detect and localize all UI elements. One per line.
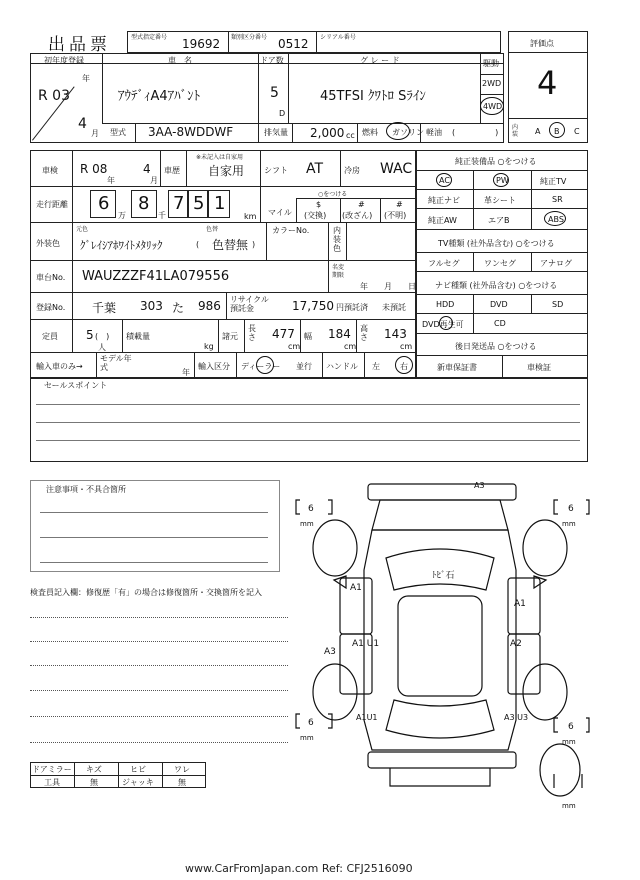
tv-fullseg: フルセグ: [428, 259, 460, 268]
category-label: 類別区分番号: [231, 34, 268, 41]
first-reg-label: 初年度登録: [44, 56, 84, 65]
first-reg-year: R 03: [38, 88, 70, 104]
mark-left-front-fender: A1: [350, 583, 362, 593]
sales-point-frame: [30, 378, 588, 462]
import-type-parallel: 並行: [296, 362, 312, 371]
height-value: 143: [384, 327, 407, 341]
mileage-label: 走行距離: [36, 200, 68, 209]
meter-swap: (交換): [304, 211, 327, 220]
reg-area: 千葉: [92, 301, 117, 315]
drive-4wd: 4WD: [483, 102, 503, 111]
import-type-dealer: ディーラー: [241, 362, 281, 371]
type-spec-label: 型式指定番号: [131, 34, 168, 41]
mark-hint: ○をつける: [318, 191, 348, 198]
width-label: 幅: [304, 332, 312, 341]
equip-abs: ABS: [548, 215, 564, 224]
interior-grade-circle: [549, 122, 565, 138]
width-value: 184: [328, 327, 351, 341]
mileage-digit-text-4: 5: [193, 193, 205, 214]
tv-title: TV種類 (社外品含む) ○をつける: [438, 239, 555, 248]
color-no-label: 色替: [206, 226, 219, 233]
shift-value: AT: [306, 161, 324, 177]
mileage-digit-text-3: 7: [173, 193, 185, 214]
color-change-paren-close: ): [252, 240, 256, 249]
equip-abs-circle: [544, 211, 566, 226]
oil-label: 軽油: [426, 128, 442, 137]
load-label: 積載量: [126, 332, 150, 341]
shaken-year-unit: 年: [107, 176, 115, 185]
mileage-sen: 千: [158, 211, 166, 220]
equip-ac: AC: [439, 176, 450, 185]
handle-label: ハンドル: [326, 362, 358, 371]
tire-depth-rl-mm: mm: [300, 734, 314, 742]
recycle-label: リサイクル預託金: [230, 295, 269, 313]
fuel-label: 燃料: [362, 128, 378, 137]
orig-color-label: 元色: [76, 226, 89, 233]
color-change-value: 色替無: [212, 238, 249, 252]
mark-left-rear-door: A1 U1: [352, 639, 380, 649]
model-value: 3AA-8WDDWF: [148, 125, 234, 139]
damage-tools-value: 無: [90, 778, 98, 787]
navi-dvd: DVD: [490, 300, 508, 309]
equip-pw: PW: [496, 176, 509, 185]
damage-jack: ジャッキ: [122, 778, 154, 787]
mark-front-bumper: A3: [474, 481, 485, 490]
ac-value: WAC: [380, 161, 413, 177]
grade-label: グ レ ー ド: [360, 56, 400, 65]
length-label: 長さ: [248, 324, 256, 342]
capacity-unit: 人: [98, 343, 106, 352]
doors-sub: D: [279, 109, 286, 118]
load-unit: kg: [204, 342, 214, 351]
height-unit: cm: [400, 342, 413, 351]
shaken-month-unit: 月: [150, 176, 158, 185]
displacement-unit: cc: [346, 131, 355, 140]
tire-depth-fl: 6: [308, 504, 314, 514]
navi-title: ナビ種類 (社外品含む) ○をつける: [435, 281, 558, 290]
import-type-dealer-circle: [256, 356, 274, 374]
fuel-circle: [386, 122, 410, 140]
mark-rear-right: A3 U3: [504, 713, 529, 722]
meter-swap-sym: $: [316, 200, 322, 209]
tire-depth-rr: 6: [568, 722, 574, 732]
damage-tools: 工具: [44, 778, 60, 787]
damage-header-crack: ヒビ: [130, 765, 146, 774]
drive-4wd-circle: [480, 97, 504, 115]
type-spec-value: 19692: [182, 37, 221, 51]
model-year-label: モデル年式: [100, 354, 132, 372]
post-title: 後日発送品 ○をつける: [455, 342, 537, 351]
model-label: 型式: [110, 128, 126, 137]
post-warranty: 新車保証書: [437, 363, 477, 372]
color-change-paren-open: (: [196, 240, 200, 249]
chassis-value: WAUZZZF41LA079556: [82, 269, 230, 284]
damage-jack-value: 無: [178, 778, 186, 787]
dims-label: 諸元: [222, 332, 238, 341]
car-name: ｱｳﾃﾞｨA4ｱﾊﾞﾝﾄ: [118, 89, 201, 104]
shaken-month: 4: [143, 162, 151, 176]
damage-header-scratch: キズ: [86, 765, 102, 774]
meter-unknown: (不明): [384, 211, 407, 220]
sheet-title: 出品票: [48, 35, 111, 55]
caution-label: 注意事項・不具合箇所: [46, 485, 126, 494]
color-no-box-label: カラーNo.: [272, 226, 310, 235]
chassis-label: 車台No.: [36, 273, 66, 282]
equip-tv: 純正TV: [540, 177, 567, 186]
drive-label: 駆動: [483, 59, 499, 68]
tire-depth-rr-mm: mm: [562, 738, 576, 746]
recycle-unpaid: 未預託: [382, 303, 406, 312]
shaken-label: 車検: [42, 166, 58, 175]
interior-label: 内装: [512, 124, 519, 138]
mile-label: マイル: [268, 208, 292, 217]
inspector-label: 検査員記入欄：修復歴「有」の場合は修復箇所・交換箇所を記入: [30, 588, 262, 597]
tv-analog: アナログ: [540, 259, 572, 268]
damage-header-break: ワレ: [174, 765, 190, 774]
footer-watermark: www.CarFromJapan.com Ref: CFJ2516090: [185, 862, 413, 875]
mark-left-rear-quarter: A3: [324, 647, 336, 657]
mark-right-rear-door: A2: [510, 639, 522, 649]
model-year-unit: 年: [182, 368, 190, 377]
displacement-label: 排気量: [264, 128, 288, 137]
length-value: 477: [272, 327, 295, 341]
reg-class: 303: [140, 299, 163, 313]
equip-airbag: エアB: [488, 216, 510, 225]
handle-left: 左: [372, 362, 380, 371]
equip-ac-circle: [436, 173, 452, 187]
mileage-digit-text-2: 8: [138, 193, 150, 214]
interior-color-label: 内装色: [333, 226, 341, 253]
equip-navi: 純正ナビ: [428, 196, 460, 205]
post-shakensho: 車検証: [527, 363, 551, 372]
mileage-digit-text-1: 6: [98, 193, 110, 214]
ac-label: 冷房: [344, 166, 360, 175]
navi-sd: SD: [552, 300, 564, 309]
first-reg-month: 4: [78, 116, 87, 132]
name-change-date: 年 月 日: [360, 282, 416, 291]
usage-note: ※未記入は自家用: [196, 154, 244, 161]
score-label: 評価点: [530, 39, 554, 48]
meter-tamper: (改ざん): [342, 211, 373, 220]
color-value: ｸﾞﾚｲｼｱﾎﾜｲﾄﾒﾀﾘｯｸ: [80, 239, 163, 252]
spare-mm: mm: [562, 802, 576, 810]
navi-dvd-playback: DVD再生可: [422, 320, 464, 329]
interior-grade-c: C: [574, 127, 580, 136]
navi-dvd-playback-circle: [439, 316, 453, 330]
recycle-value: 17,750: [292, 299, 334, 313]
damage-header-mirror: ドアミラー: [32, 765, 72, 774]
usage-label: 車歴: [164, 166, 180, 175]
navi-hdd: HDD: [436, 300, 455, 309]
capacity-value: 5: [86, 328, 94, 342]
category-value: 0512: [278, 37, 309, 51]
details-frame: [30, 150, 416, 378]
mark-right-front-door: A1: [514, 599, 526, 609]
interior-grade-a: A: [535, 127, 541, 136]
equip-aw: 純正AW: [428, 216, 457, 225]
oil-paren: ( ): [452, 128, 499, 137]
fuel-value: ガソリン: [392, 128, 424, 137]
import-label: 輸入車のみ→: [36, 362, 83, 371]
reg-kana: た: [172, 301, 185, 315]
navi-cd: CD: [494, 319, 506, 328]
mark-windshield: ﾄﾋﾞ石: [432, 571, 455, 581]
equipment-title: 純正装備品 ○をつける: [455, 157, 537, 166]
tire-depth-fr-mm: mm: [562, 520, 576, 528]
reg-label: 登録No.: [36, 303, 66, 312]
color-label: 外装色: [36, 239, 60, 248]
drive-2wd: 2WD: [482, 79, 502, 88]
equip-sr: SR: [552, 195, 563, 204]
doors-value: 5: [270, 85, 279, 101]
mileage-km: km: [244, 212, 257, 221]
reg-num: 986: [198, 299, 221, 313]
usage-value: 自家用: [208, 164, 245, 178]
handle-right: 右: [400, 362, 408, 371]
handle-right-circle: [395, 356, 413, 374]
tire-depth-rl: 6: [308, 718, 314, 728]
equip-pw-circle: [493, 173, 509, 187]
tire-depth-fr: 6: [568, 504, 574, 514]
tire-depth-fl-mm: mm: [300, 520, 314, 528]
sales-point-label: セールスポイント: [44, 381, 108, 390]
meter-unknown-sym: #: [396, 200, 403, 209]
import-type-label: 輸入区分: [198, 362, 230, 371]
equip-leather: 革シート: [484, 196, 516, 205]
serial-label: シリアル番号: [320, 34, 356, 41]
interior-grade-b: B: [554, 127, 560, 136]
recycle-paid: 円預託済: [336, 303, 368, 312]
shift-label: シフト: [264, 166, 288, 175]
first-reg-month-unit: 月: [91, 129, 99, 138]
tv-oneseg: ワンセグ: [484, 259, 516, 268]
car-diagram: [290, 470, 590, 810]
mileage-digit-text-5: 1: [214, 193, 226, 214]
doors-label: ドア数: [260, 56, 284, 65]
mileage-man: 万: [118, 211, 126, 220]
name-change-label: 名変期限: [332, 264, 345, 279]
length-unit: cm: [288, 342, 301, 351]
capacity-label: 定員: [42, 332, 58, 341]
car-name-label: 車 名: [168, 56, 192, 65]
meter-tamper-sym: #: [358, 200, 365, 209]
height-label: 高さ: [360, 324, 368, 342]
displacement-value: 2,000: [310, 126, 345, 140]
capacity-paren: ( ): [95, 332, 110, 341]
width-unit: cm: [344, 342, 357, 351]
score-value: 4: [537, 64, 558, 102]
shaken-year: R 08: [80, 162, 108, 176]
mark-rear-left: A1U1: [356, 713, 378, 722]
grade-value: 45TFSI ｸﾜﾄﾛ Sﾗｲﾝ: [320, 89, 426, 104]
first-reg-year-unit: 年: [82, 74, 90, 83]
